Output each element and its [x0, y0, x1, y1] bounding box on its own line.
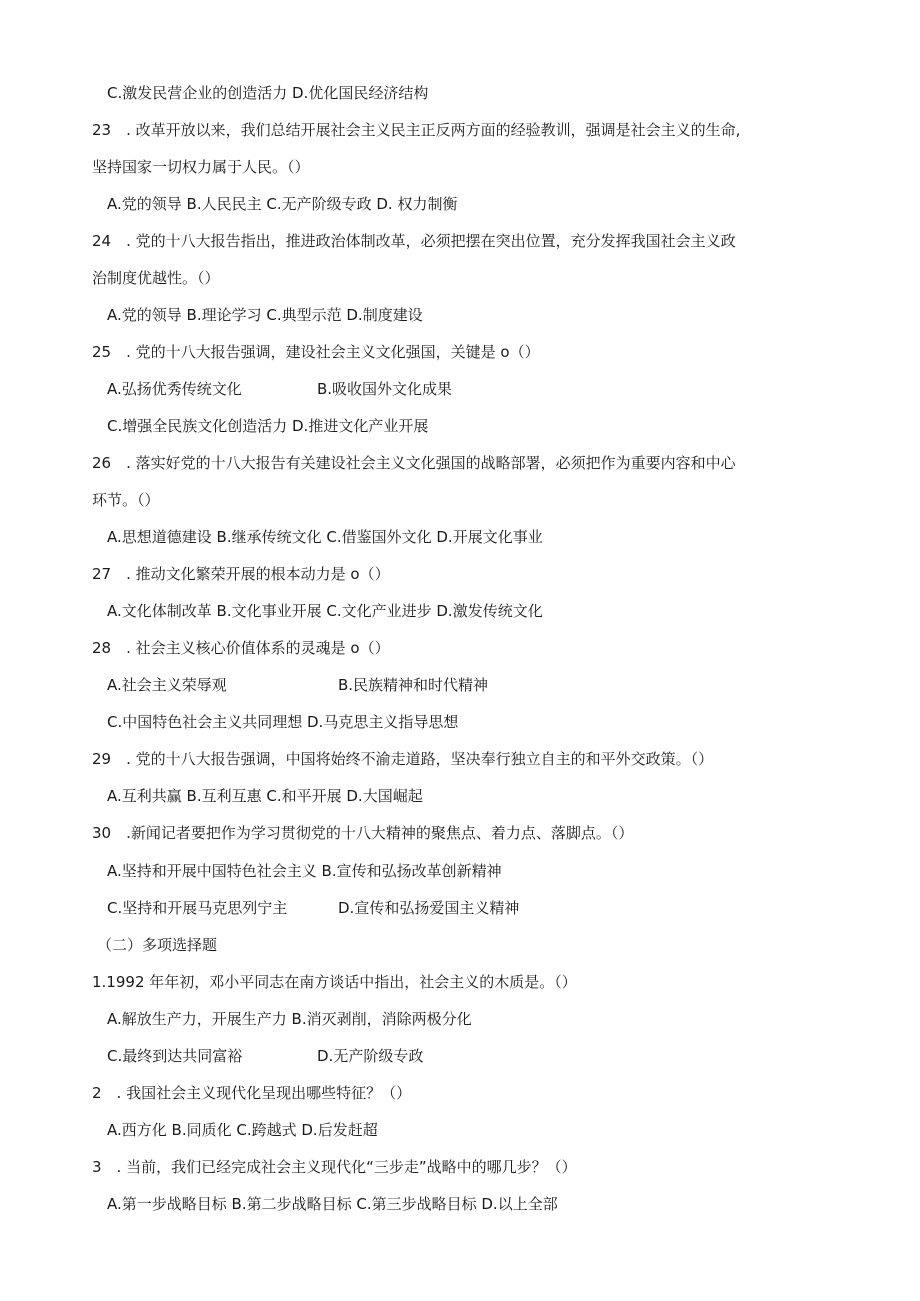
question-26-line-2: 环节。（） [92, 491, 160, 509]
question-23-line-2: 坚持国家一切权力属于人民。（） [92, 158, 310, 176]
question-29: 29 . 党的十八大报告强调，中国将始终不渝走道路，坚决奉行独立自主的和平外交政策。（） [92, 750, 714, 768]
option-line-30-ab: A.坚持和开展中国特色社会主义 B.宣传和弘扬改革创新精神 [107, 862, 502, 880]
option-line-27: A.文化体制改革 B.文化事业开展 C.文化产业进步 D.激发传统文化 [107, 602, 543, 620]
question-30: 30 .新闻记者要把作为学习贯彻党的十八大精神的聚焦点、着力点、落脚点。（） [92, 824, 634, 842]
question-27: 27 . 推动文化繁荣开展的根本动力是 o（） [92, 565, 390, 583]
option-line-m3: A.第一步战略目标 B.第二步战略目标 C.第三步战略目标 D.以上全部 [107, 1195, 558, 1213]
option-line-26: A.思想道德建设 B.继承传统文化 C.借鉴国外文化 D.开展文化事业 [107, 528, 543, 546]
question-24-line-2: 治制度优越性。（） [92, 269, 220, 287]
option-line-25-cd: C.增强全民族文化创造活力 D.推进文化产业开展 [107, 417, 429, 435]
section-heading-multiple-choice: （二）多项选择题 [97, 936, 218, 954]
question-28: 28 . 社会主义核心价值体系的灵魂是 o（） [92, 639, 390, 657]
option-m1-d: D.无产阶级专政 [317, 1047, 424, 1065]
option-30-d: D.宣传和弘扬爱国主义精神 [338, 899, 520, 917]
question-m2: 2 . 我国社会主义现代化呈现出哪些特征？（） [92, 1084, 412, 1102]
option-28-a: A.社会主义荣辱观 [107, 676, 227, 694]
question-24-line-1: 24 . 党的十八大报告指出，推进政治体制改革，必须把摆在突出位置，充分发挥我国社会主义政 [92, 232, 736, 250]
option-line-23: A.党的领导 B.人民民主 C.无产阶级专政 D. 权力制衡 [107, 195, 458, 213]
option-30-c: C.坚持和开展马克思列宁主 [107, 899, 288, 917]
option-line-m1-ab: A.解放生产力，开展生产力 B.消灭剥削，消除两极分化 [107, 1010, 472, 1028]
option-line-m2: A.西方化 B.同质化 C.跨越式 D.后发赶超 [107, 1121, 378, 1139]
question-m1: 1.1992 年年初，邓小平同志在南方谈话中指出，社会主义的木质是。（） [92, 973, 577, 991]
option-28-b: B.民族精神和时代精神 [338, 676, 489, 694]
option-line-24: A.党的领导 B.理论学习 C.典型示范 D.制度建设 [107, 306, 423, 324]
question-25: 25 . 党的十八大报告强调，建设社会主义文化强国，关键是 o（） [92, 343, 540, 361]
option-line-28-cd: C.中国特色社会主义共同理想 D.马克思主义指导思想 [107, 713, 459, 731]
option-line-22-cd: C.激发民营企业的创造活力 D.优化国民经济结构 [107, 84, 429, 102]
question-m3: 3 . 当前，我们已经完成社会主义现代化“三步走”战略中的哪几步？（） [92, 1158, 577, 1176]
question-23-line-1: 23 . 改革开放以来，我们总结开展社会主义民主正反两方面的经验教训，强调是社会主义的生命, [92, 121, 741, 139]
option-line-29: A.互利共赢 B.互利互惠 C.和平开展 D.大国崛起 [107, 787, 423, 805]
question-26-line-1: 26 . 落实好党的十八大报告有关建设社会主义文化强国的战略部署，必须把作为重要内容和中心 [92, 454, 736, 472]
option-25-b: B.吸收国外文化成果 [317, 380, 453, 398]
option-25-a: A.弘扬优秀传统文化 [107, 380, 242, 398]
option-m1-c: C.最终到达共同富裕 [107, 1047, 243, 1065]
